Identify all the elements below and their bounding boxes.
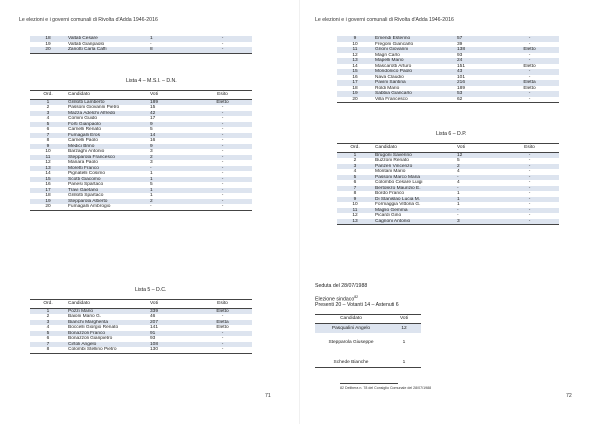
votes: 207 <box>148 320 193 326</box>
outcome: Eletta <box>193 320 252 326</box>
table-row: Stepparola Giuseppe 1 <box>328 340 406 345</box>
votes: 151 <box>457 63 466 69</box>
row-number: 11 <box>30 155 66 161</box>
outcome: - <box>528 41 531 47</box>
candidate-name: Picardi Gino <box>375 213 402 218</box>
candidate-name: Passoni Marco Maria <box>373 175 455 181</box>
votes: 5 <box>150 182 153 187</box>
candidate-name: Grillotti Spartaco <box>68 193 104 198</box>
row-number: 7 <box>30 133 66 139</box>
outcome: - <box>193 177 252 183</box>
outcome: - <box>221 138 224 143</box>
outcome: - <box>500 58 559 64</box>
votes: 1 <box>457 191 460 196</box>
candidate-name: Emendi Esterino <box>373 36 455 42</box>
outcome: - <box>500 164 559 170</box>
candidate-name: Scotti Giacomo <box>66 177 148 183</box>
votes: - <box>148 204 193 210</box>
row-number: 3 <box>30 320 66 326</box>
candidate-name: Barzaghi Antonio <box>68 149 105 154</box>
votes: 5 <box>457 158 460 163</box>
row-number: 1 <box>337 152 373 158</box>
footnote: 82 Delibera n. 78 del Consiglio Comunale del 28/07/1988 <box>340 386 432 390</box>
candidate-name: Boccelli Giorgio Renato <box>68 325 119 330</box>
votes: 15 <box>150 105 156 110</box>
list-5-table <box>30 299 252 354</box>
candidate-name: Mondonico Paolo <box>373 69 455 75</box>
list-6-title: Lista 6 – D.P. <box>436 131 467 137</box>
outcome: - <box>221 193 224 198</box>
votes: - <box>455 175 500 181</box>
candidate-name: Fumagalli Ambrogio <box>66 204 148 210</box>
mayor-election-table <box>315 314 421 368</box>
table-row: 18 Valtati Cesare 1 - <box>30 36 252 42</box>
row-number: 12 <box>45 160 51 165</box>
candidate-name: Roldi Mario <box>375 85 400 91</box>
outcome: - <box>528 213 531 218</box>
outcome: - <box>221 127 224 132</box>
row-number: 15 <box>30 177 66 183</box>
outcome: - <box>193 204 252 210</box>
votes: 53 <box>455 91 500 97</box>
outcome: Eletto <box>193 308 252 314</box>
outcome: - <box>193 166 252 172</box>
row-number: 17 <box>337 80 373 86</box>
table-continuation <box>337 36 559 103</box>
candidate-name: Di Stanislao Lucia M. <box>373 197 455 203</box>
votes: 12 <box>455 152 500 158</box>
row-number: 5 <box>30 122 66 128</box>
votes: 3 <box>455 219 500 225</box>
outcome: - <box>500 186 559 192</box>
row-number: 8 <box>30 347 66 353</box>
row-number: 6 <box>353 180 357 185</box>
votes: 9 <box>148 122 193 128</box>
candidate-name: Bonazzoli Franco <box>66 331 148 337</box>
candidate-name: Mascarotti Arturo <box>375 63 412 69</box>
votes: 24 <box>455 58 500 64</box>
list-6-table <box>337 143 559 225</box>
candidate-name: Colombo Cesare Luigi <box>375 180 423 185</box>
row-number: 4 <box>46 116 50 121</box>
votes: 108 <box>148 342 193 348</box>
votes: 5 <box>150 127 153 132</box>
votes: 46 <box>150 314 156 319</box>
votes: 216 <box>455 80 500 86</box>
candidate-name: Fregoni Giancarlo <box>375 41 414 47</box>
votes: 57 <box>455 36 500 42</box>
candidate-name: Villa Francesco <box>373 97 455 103</box>
row-number: 9 <box>30 144 66 150</box>
row-number: 13 <box>337 58 373 64</box>
votes: 4 <box>457 180 460 185</box>
table-row <box>30 204 252 210</box>
candidate-name: Mapelli Mario <box>373 58 455 64</box>
outcome: Eletto <box>500 47 559 53</box>
candidate-name: Formaggia Vittoria G. <box>375 202 421 207</box>
candidate-name: Medici Brino <box>66 144 148 150</box>
outcome: - <box>500 91 559 97</box>
candidate-name: Fumagalli Eros <box>66 133 148 139</box>
table-header: Ord. Candidato Voti Esito <box>337 144 559 153</box>
votes: 1 <box>150 171 153 176</box>
outcome: - <box>221 149 224 154</box>
votes: 2 <box>455 164 500 170</box>
outcome: - <box>221 105 224 110</box>
candidate-name: Montani Mario <box>375 169 406 174</box>
candidate-name: Sabbia Giancarlo <box>373 91 455 97</box>
row-number: 9 <box>337 36 373 42</box>
votes: 1 <box>455 197 500 203</box>
row-number: 7 <box>30 342 66 348</box>
row-number: 8 <box>46 138 50 143</box>
table-row: Pasqualini Angelo 12 <box>315 323 421 333</box>
candidate-name: Cirtoli Angelo <box>66 342 148 348</box>
row-number: 14 <box>45 171 51 176</box>
votes: 2 <box>148 199 193 205</box>
row-number: 10 <box>352 41 358 47</box>
outcome: - <box>193 122 252 128</box>
votes: 101 <box>457 74 466 80</box>
outcome: - <box>528 169 531 174</box>
outcome: - <box>500 152 559 158</box>
candidate-name: Maglio Gemma <box>373 208 455 214</box>
votes: 2 <box>148 155 193 161</box>
votes: 1 <box>150 193 153 198</box>
candidate-name: Moretti Franco <box>66 166 148 172</box>
votes: 16 <box>150 138 156 143</box>
table-row: 19 Valtati Gianpaolo - - <box>45 41 224 47</box>
list-5-title: Lista 5 – D.C. <box>135 287 167 293</box>
votes: 3 <box>150 149 153 154</box>
candidate-name: Bordo Franco <box>375 191 405 196</box>
votes: - <box>455 186 500 192</box>
row-number: 14 <box>352 63 358 69</box>
outcome: - <box>193 111 252 117</box>
outcome: - <box>193 144 252 150</box>
outcome: - <box>528 180 531 185</box>
row-number: 17 <box>30 188 66 194</box>
outcome: - <box>528 191 531 196</box>
row-number: 13 <box>30 166 66 172</box>
votes: 4 <box>457 169 460 174</box>
outcome: - <box>193 155 252 161</box>
candidate-name: Bonazzoli Gianpietro <box>68 336 113 341</box>
row-number: 12 <box>352 52 358 58</box>
votes: 141 <box>150 325 159 330</box>
votes: 43 <box>455 69 500 75</box>
row-number: 19 <box>337 91 373 97</box>
candidate-name: Baioni Mario G. <box>68 314 102 319</box>
row-number: 5 <box>30 331 66 337</box>
row-number: 9 <box>337 197 373 203</box>
attendance-line: Presenti 20 – Votanti 14 – Astenuti 6 <box>315 302 399 308</box>
candidate-name: Bertolezo Maurizio E. <box>373 186 455 192</box>
outcome: - <box>193 347 252 353</box>
row-number: 18 <box>45 193 51 198</box>
session-date: Seduta del 28/07/1988 <box>315 283 368 289</box>
outcome: - <box>528 158 531 163</box>
candidate-name: Grioni Giovanni <box>373 47 455 53</box>
row-number: 4 <box>353 169 357 174</box>
table-row <box>337 97 559 103</box>
outcome: Eletta <box>500 80 559 86</box>
votes: 91 <box>148 331 193 337</box>
candidate-name: Buzzoni Renato <box>375 158 409 163</box>
candidate-name: Forti Gianpaolo <box>66 122 148 128</box>
candidate-name: Colombi Stellino Pietro <box>66 347 148 353</box>
candidate-name: Pozzi Mario <box>66 308 148 314</box>
outcome: - <box>500 208 559 214</box>
votes: 42 <box>148 111 193 117</box>
row-number: 20 <box>30 204 66 210</box>
footnote-rule <box>340 383 398 384</box>
list-4-title: Lista 4 – M.S.I. – D.N. <box>126 78 177 84</box>
row-number: 1 <box>30 308 66 314</box>
right-page <box>300 0 600 424</box>
row-number: 8 <box>353 191 357 196</box>
outcome: - <box>221 160 224 165</box>
votes: 189 <box>148 99 193 105</box>
row-number: 2 <box>46 314 50 319</box>
votes: 17 <box>150 116 156 121</box>
outcome: - <box>193 342 252 348</box>
votes: 9 <box>148 144 193 150</box>
outcome: - <box>528 202 531 207</box>
outcome: - <box>528 74 531 80</box>
running-head: Le elezioni e i governi comunali di Rivolta d'Adda 1946-2016 <box>19 17 158 23</box>
row-number: 10 <box>352 202 358 207</box>
row-number: 7 <box>337 186 373 192</box>
running-head: Le elezioni e i governi comunali di Rivolta d'Adda 1946-2016 <box>315 17 454 23</box>
row-number: 1 <box>30 99 66 105</box>
table-header: Ord. Candidato Voti Esito <box>30 300 252 309</box>
row-number: 6 <box>46 336 50 341</box>
row-number: 16 <box>352 74 358 80</box>
row-number: 16 <box>45 182 51 187</box>
page-number: 72 <box>566 393 572 399</box>
outcome: - <box>221 314 224 319</box>
candidate-name: Grillotti Lamberto <box>66 99 148 105</box>
outcome: - <box>500 36 559 42</box>
row-number: 18 <box>352 85 358 91</box>
row-number: 2 <box>353 158 357 163</box>
outcome: - <box>193 331 252 337</box>
outcome: - <box>500 175 559 181</box>
votes: 14 <box>148 133 193 139</box>
candidate-name: Brugoni Saverino <box>373 152 455 158</box>
outcome: - <box>193 133 252 139</box>
row-number: 6 <box>46 127 50 132</box>
outcome: Eletto <box>216 325 229 330</box>
votes: 1 <box>148 188 193 194</box>
outcome: Eletto <box>193 99 252 105</box>
votes: 93 <box>150 336 156 341</box>
candidate-name: Nava Claudio <box>375 74 404 80</box>
row-number: 10 <box>45 149 51 154</box>
outcome: - <box>500 219 559 225</box>
row-number: 3 <box>337 164 373 170</box>
row-number: 4 <box>46 325 50 330</box>
outcome: Eletto <box>523 85 536 91</box>
candidate-name: Pignatelli Cosimo <box>68 171 106 176</box>
votes: 189 <box>457 85 466 91</box>
candidate-name: Travi Gaetano <box>66 188 148 194</box>
row-number: 15 <box>337 69 373 75</box>
candidate-name: Comini Guido <box>68 116 98 121</box>
row-number: 3 <box>30 111 66 117</box>
candidate-name: Pavini Santina <box>373 80 455 86</box>
outcome: - <box>221 116 224 121</box>
page-number: 71 <box>265 393 271 399</box>
candidate-name: Stepparola Alberto <box>66 199 148 205</box>
candidate-name: Cagnoni Antonio <box>373 219 455 225</box>
mayor-election-label: Elezione sindaco <box>315 296 355 303</box>
outcome: - <box>528 52 531 58</box>
votes: 39 <box>457 41 463 47</box>
votes: 1 <box>457 202 460 207</box>
outcome: - <box>193 188 252 194</box>
votes: - <box>148 166 193 172</box>
row-number: 11 <box>337 208 373 214</box>
candidate-name: Carnelli Paolo <box>68 138 98 143</box>
table-header: Candidato Voti <box>315 315 421 324</box>
row-number: 20 <box>337 97 373 103</box>
row-number: 19 <box>30 199 66 205</box>
candidate-name: Carnelli Renato <box>68 127 102 132</box>
candidate-name: Bianchi Margherita <box>66 320 148 326</box>
candidate-name: Magri Carlo <box>375 52 400 58</box>
votes: 138 <box>455 47 500 53</box>
table-continuation <box>30 36 252 54</box>
outcome: - <box>193 199 252 205</box>
outcome: - <box>221 171 224 176</box>
votes: 130 <box>148 347 193 353</box>
row-number: 12 <box>352 213 358 218</box>
votes: - <box>457 213 459 218</box>
candidate-name: Panesi Spartaco <box>68 182 104 187</box>
outcome: Eletto <box>523 63 536 69</box>
candidate-name: Passoni Giovanni Pietro <box>68 105 120 110</box>
votes: 93 <box>457 52 463 58</box>
row-number: 13 <box>337 219 373 225</box>
outcome: - <box>500 69 559 75</box>
votes: - <box>455 208 500 214</box>
outcome: - <box>221 182 224 187</box>
table-header: Ord. Candidato Voti Esito <box>30 91 252 100</box>
candidate-name: Stepparola Francesco <box>66 155 148 161</box>
table-row: 20 Zanotti Carla Caffi 8 - <box>30 47 252 53</box>
table-row: Schede Bianche 1 <box>315 353 421 368</box>
votes: 1 <box>148 177 193 183</box>
list-4-table <box>30 90 252 211</box>
votes: 3 <box>150 160 153 165</box>
votes: 339 <box>148 308 193 314</box>
outcome: - <box>221 336 224 341</box>
outcome: - <box>500 197 559 203</box>
candidate-name: Manara Paolo <box>68 160 98 165</box>
candidate-name: Mazza Adelchi Alfredo <box>66 111 148 117</box>
row-number: 5 <box>337 175 373 181</box>
row-number: 11 <box>337 47 373 53</box>
row-number: 2 <box>46 105 50 110</box>
votes: 62 <box>455 97 500 103</box>
table-row <box>337 219 559 225</box>
candidate-name: Panzeri Vincenzo <box>373 164 455 170</box>
footnote-ref: 82 <box>354 295 359 299</box>
table-row <box>30 347 252 353</box>
outcome: - <box>500 97 559 103</box>
